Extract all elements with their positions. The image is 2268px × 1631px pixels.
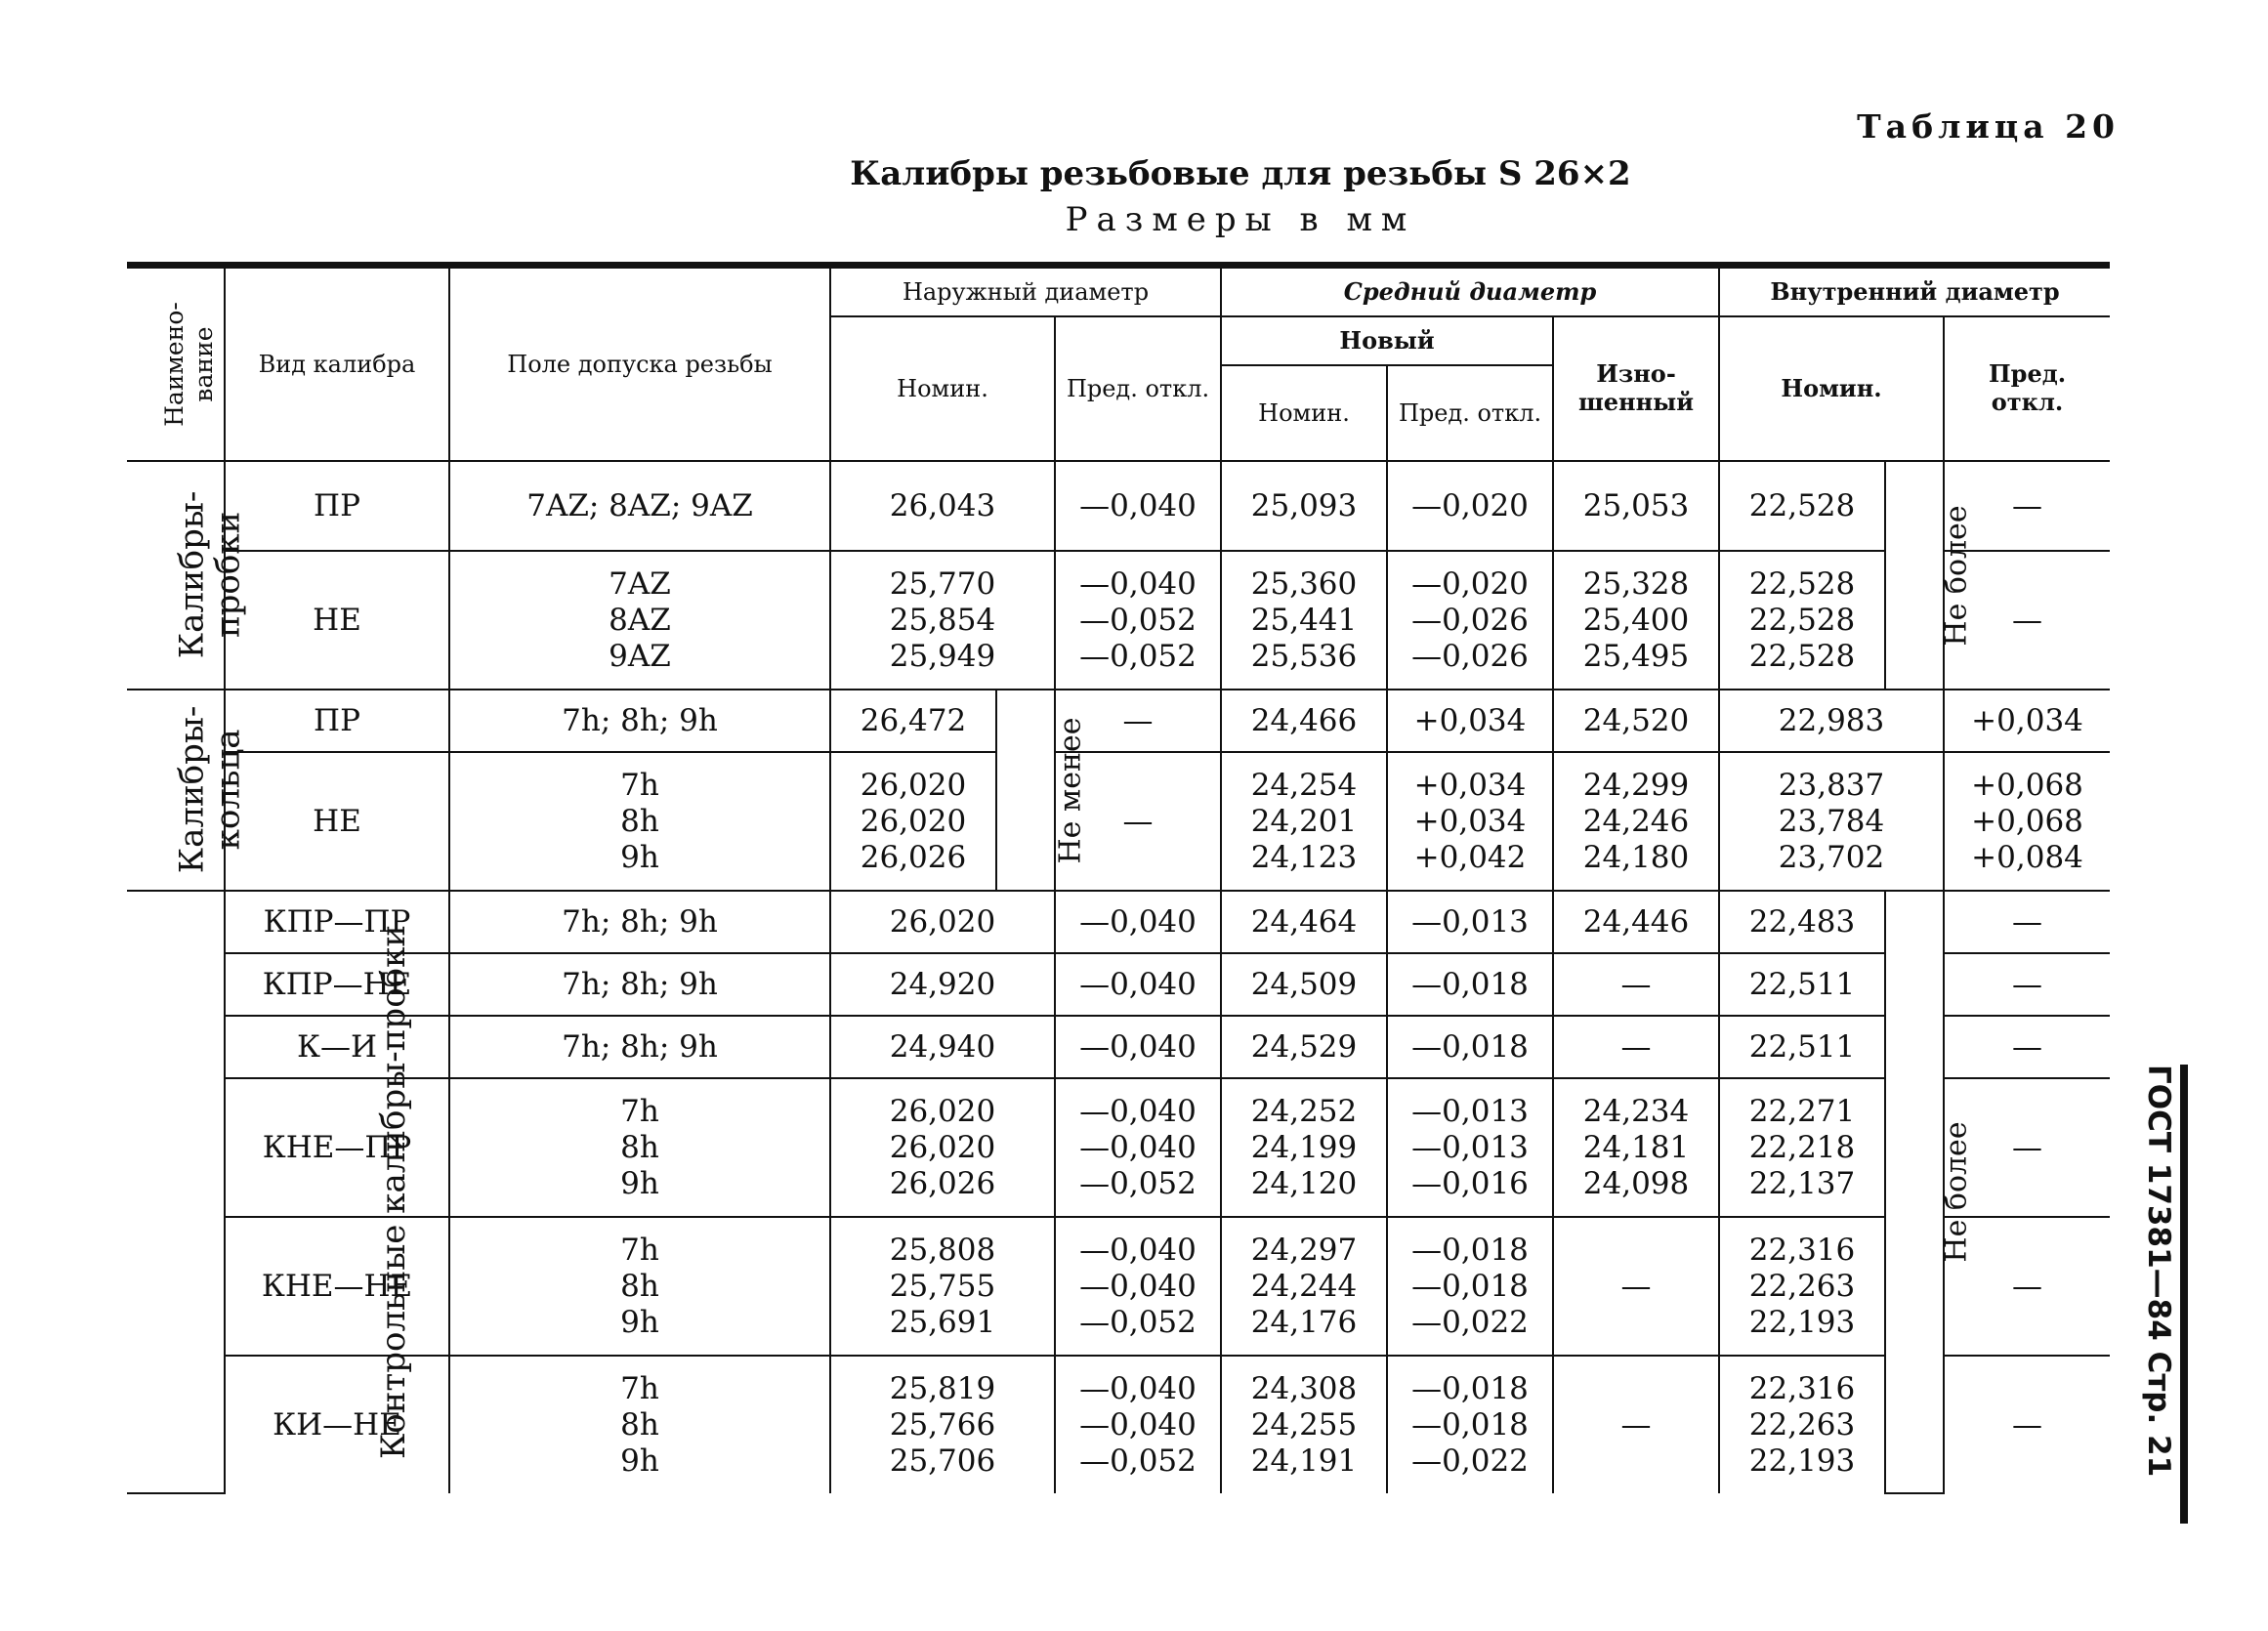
header-worn: Изно- шенный xyxy=(1553,316,1719,461)
cell-pd-nominal: 24,308 24,255 24,191 xyxy=(1221,1356,1387,1493)
cell-pd-nominal: 24,297 24,244 24,176 xyxy=(1221,1217,1387,1356)
cell-od-deviation: — xyxy=(1055,752,1221,891)
cell-id-nominal: 22,271 22,218 22,137 xyxy=(1719,1078,1885,1217)
cell-od-deviation: —0,040 xyxy=(1055,953,1221,1016)
cell-id-deviation: — xyxy=(1944,1016,2110,1078)
cell-pd-nominal: 25,360 25,441 25,536 xyxy=(1221,551,1387,690)
cell-pd-deviation: —0,018 xyxy=(1387,1016,1553,1078)
cell-pd-worn: — xyxy=(1553,953,1719,1016)
cell-type: КНЕ—ПР xyxy=(225,1078,449,1217)
cell-id-deviation: +0,034 xyxy=(1944,690,2110,752)
cell-id-deviation: — xyxy=(1944,551,2110,690)
table-row xyxy=(127,1016,2110,1078)
cell-pd-worn: 24,234 24,181 24,098 xyxy=(1553,1078,1719,1217)
cell-pd-worn: — xyxy=(1553,1016,1719,1078)
cell-pd-worn: — xyxy=(1553,1356,1719,1493)
cell-pd-nominal: 24,252 24,199 24,120 xyxy=(1221,1078,1387,1217)
cell-id-deviation: — xyxy=(1944,1356,2110,1493)
note-not-more-label: Не более xyxy=(1939,504,1974,647)
table-subtitle: Размеры в мм xyxy=(1065,200,1416,239)
cell-id-nominal: 22,483 xyxy=(1719,891,1885,953)
note-not-more-plugs xyxy=(1885,461,1974,690)
table-row xyxy=(127,891,2110,953)
cell-type: ПР xyxy=(225,690,449,752)
cell-pd-nominal: 24,509 xyxy=(1221,953,1387,1016)
cell-tolerance: 7h 8h 9h xyxy=(449,1078,830,1217)
cell-type: НЕ xyxy=(225,551,449,690)
cell-tolerance: 7AZ; 8AZ; 9AZ xyxy=(449,461,830,551)
cell-type: НЕ xyxy=(225,752,449,891)
cell-type: ПР xyxy=(225,461,449,551)
group-control-label: Контрольные калибры-пробки xyxy=(374,924,414,1459)
cell-tolerance: 7h; 8h; 9h xyxy=(449,891,830,953)
header-id-nominal: Номин. xyxy=(1719,316,1944,461)
cell-pd-deviation: —0,018 xyxy=(1387,953,1553,1016)
header-pd-deviation: Пред. откл. xyxy=(1387,365,1553,461)
cell-pd-deviation: —0,013 —0,013 —0,016 xyxy=(1387,1078,1553,1217)
cell-od-nominal: 26,020 26,020 26,026 xyxy=(830,752,996,891)
cell-type: КПР—НЕ xyxy=(225,953,449,1016)
header-gauge-type: Вид калибра xyxy=(225,266,449,462)
cell-id-nominal: 22,316 22,263 22,193 xyxy=(1719,1217,1885,1356)
cell-od-deviation: —0,040 —0,052 —0,052 xyxy=(1055,551,1221,690)
header-od-deviation: Пред. откл. xyxy=(1055,316,1221,461)
cell-od-deviation: —0,040 —0,040 —0,052 xyxy=(1055,1217,1221,1356)
cell-tolerance: 7h 8h 9h xyxy=(449,752,830,891)
cell-id-deviation: — xyxy=(1944,1217,2110,1356)
header-pitch-diameter: Средний диаметр xyxy=(1221,266,1719,317)
cell-od-nominal: 26,020 26,020 26,026 xyxy=(830,1078,1055,1217)
cell-id-deviation: — xyxy=(1944,891,2110,953)
cell-id-deviation: — xyxy=(1944,953,2110,1016)
cell-pd-deviation: +0,034 xyxy=(1387,690,1553,752)
gauge-table xyxy=(127,262,2110,1494)
cell-id-nominal: 22,983 xyxy=(1719,690,1944,752)
cell-id-nominal: 22,316 22,263 22,193 xyxy=(1719,1356,1885,1493)
header-tolerance: Поле допуска резьбы xyxy=(449,266,830,462)
header-name xyxy=(127,266,225,462)
cell-type: КИ—НЕ xyxy=(225,1356,449,1493)
cell-type: К—И xyxy=(225,1016,449,1078)
group-rings-label: Калибры- кольца xyxy=(172,705,248,874)
cell-od-deviation: —0,040 xyxy=(1055,891,1221,953)
header-name-label: Наимено- вание xyxy=(159,302,218,427)
note-not-more-control xyxy=(1885,891,1974,1493)
cell-od-nominal: 25,808 25,755 25,691 xyxy=(830,1217,1055,1356)
cell-pd-worn: 24,299 24,246 24,180 xyxy=(1553,752,1719,891)
cell-type: КПР—ПР xyxy=(225,891,449,953)
cell-id-deviation: +0,068 +0,068 +0,084 xyxy=(1944,752,2110,891)
cell-id-nominal: 22,528 xyxy=(1719,461,1885,551)
note-not-less-rings xyxy=(996,690,1088,891)
cell-type: КНЕ—НЕ xyxy=(225,1217,449,1356)
cell-tolerance: 7h 8h 9h xyxy=(449,1217,830,1356)
cell-tolerance: 7h; 8h; 9h xyxy=(449,953,830,1016)
cell-pd-worn: 25,328 25,400 25,495 xyxy=(1553,551,1719,690)
cell-pd-nominal: 24,466 xyxy=(1221,690,1387,752)
cell-id-nominal: 22,511 xyxy=(1719,1016,1885,1078)
header-inner-diameter: Внутренний диаметр xyxy=(1719,266,2110,317)
header-od-nominal: Номин. xyxy=(830,316,1055,461)
table-row xyxy=(127,953,2110,1016)
page-reference: ГОСТ 17381—84 Стр. 21 xyxy=(2145,1065,2188,1524)
group-rings xyxy=(127,690,248,891)
cell-pd-worn: — xyxy=(1553,1217,1719,1356)
cell-pd-nominal: 24,254 24,201 24,123 xyxy=(1221,752,1387,891)
cell-pd-deviation: —0,013 xyxy=(1387,891,1553,953)
header-id-deviation: Пред. откл. xyxy=(1944,316,2110,461)
header-outer-diameter: Наружный диаметр xyxy=(830,266,1221,317)
cell-pd-nominal: 24,464 xyxy=(1221,891,1387,953)
group-plugs xyxy=(127,461,248,690)
cell-od-nominal: 25,819 25,766 25,706 xyxy=(830,1356,1055,1493)
cell-tolerance: 7h; 8h; 9h xyxy=(449,1016,830,1078)
cell-pd-nominal: 25,093 xyxy=(1221,461,1387,551)
table-row xyxy=(127,551,2110,690)
table-title: Калибры резьбовые для резьбы S 26×2 xyxy=(850,154,1631,193)
table-number: Таблица 20 xyxy=(1857,107,2120,146)
table-row xyxy=(127,690,2110,752)
cell-od-deviation: —0,040 —0,040 —0,052 xyxy=(1055,1078,1221,1217)
header-pd-nominal: Номин. xyxy=(1221,365,1387,461)
note-not-less-label: Не менее xyxy=(1053,716,1088,864)
cell-od-deviation: — xyxy=(1055,690,1221,752)
cell-pd-worn: 24,446 xyxy=(1553,891,1719,953)
table-row xyxy=(127,752,2110,891)
cell-pd-deviation: —0,018 —0,018 —0,022 xyxy=(1387,1356,1553,1493)
cell-id-nominal: 23,837 23,784 23,702 xyxy=(1719,752,1944,891)
header-new: Новый xyxy=(1221,316,1553,365)
cell-pd-nominal: 24,529 xyxy=(1221,1016,1387,1078)
cell-pd-deviation: —0,020 xyxy=(1387,461,1553,551)
table-row xyxy=(127,1356,2110,1493)
cell-od-deviation: —0,040 xyxy=(1055,1016,1221,1078)
cell-pd-deviation: —0,018 —0,018 —0,022 xyxy=(1387,1217,1553,1356)
cell-pd-worn: 24,520 xyxy=(1553,690,1719,752)
cell-od-deviation: —0,040 —0,040 —0,052 xyxy=(1055,1356,1221,1493)
table-row xyxy=(127,1078,2110,1217)
cell-od-nominal: 26,020 xyxy=(830,891,1055,953)
table-row xyxy=(127,461,2110,551)
cell-tolerance: 7h 8h 9h xyxy=(449,1356,830,1493)
cell-tolerance: 7h; 8h; 9h xyxy=(449,690,830,752)
cell-tolerance: 7AZ 8AZ 9AZ xyxy=(449,551,830,690)
cell-id-nominal: 22,528 22,528 22,528 xyxy=(1719,551,1885,690)
cell-pd-worn: 25,053 xyxy=(1553,461,1719,551)
cell-od-nominal: 26,472 xyxy=(830,690,996,752)
cell-od-nominal: 24,920 xyxy=(830,953,1055,1016)
cell-od-nominal: 26,043 xyxy=(830,461,1055,551)
cell-pd-deviation: —0,020 —0,026 —0,026 xyxy=(1387,551,1553,690)
cell-pd-deviation: +0,034 +0,034 +0,042 xyxy=(1387,752,1553,891)
cell-id-nominal: 22,511 xyxy=(1719,953,1885,1016)
note-not-more-label: Не более xyxy=(1939,1121,1974,1263)
cell-id-deviation: — xyxy=(1944,1078,2110,1217)
cell-id-deviation: — xyxy=(1944,461,2110,551)
cell-od-deviation: —0,040 xyxy=(1055,461,1221,551)
cell-od-nominal: 25,770 25,854 25,949 xyxy=(830,551,1055,690)
cell-od-nominal: 24,940 xyxy=(830,1016,1055,1078)
table-row xyxy=(127,1217,2110,1356)
group-plugs-label: Калибры- пробки xyxy=(172,490,248,659)
